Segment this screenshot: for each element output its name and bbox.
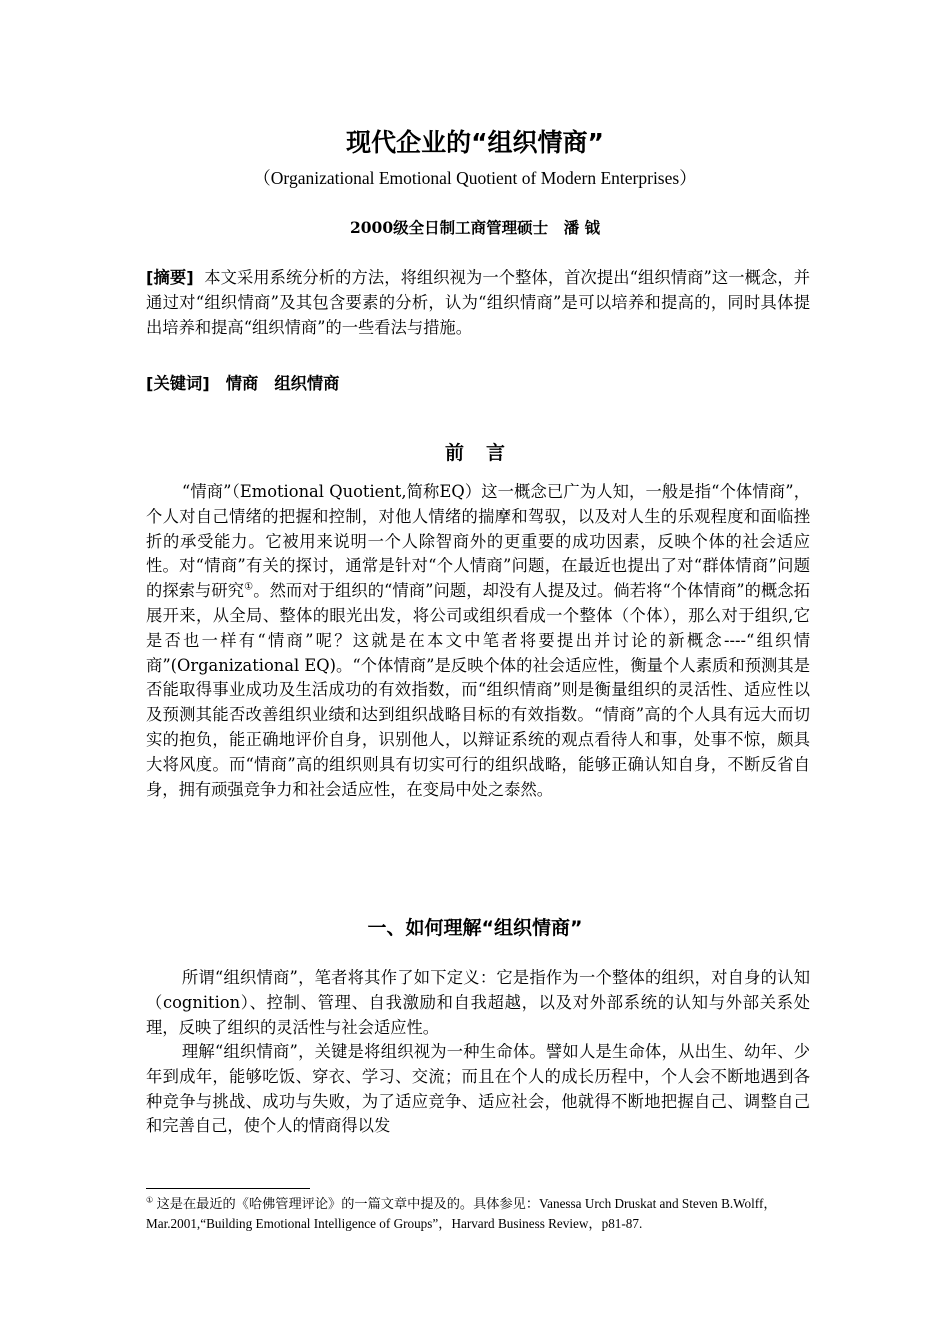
abstract-label: [摘要] (146, 268, 194, 287)
footnote (146, 1194, 810, 1233)
footnote-text: 这是在最近的《哈佛管理评论》的一篇文章中提及的。具体参见：Vanessa Urch Druskat and Steven B.Wolff， Mar.2001,“Building Emotional Intelligence of Groups”，Harvard Business Review，p81-87. (146, 1196, 777, 1231)
keywords-label: [关键词] (146, 374, 210, 393)
keywords (146, 372, 810, 396)
page-title: 现代企业的“组织情商” (346, 128, 604, 157)
keyword-item: 情商 (225, 374, 259, 393)
footnote-reference[interactable]: ① (244, 581, 254, 593)
preface-text-part2: 。然而对于组织的“情商”问题，却没有人提及过。倘若将“个体情商”的概念拓展开来，从全局、整体的眼光出发，将公司或组织看成一个整体（个体），那么对于组织,它是否也一样有“情商”呢？这就是在本文中笔者将要提出并讨论的新概念----“组织情商”(Organizational EQ)。“个体情商”是反映个体的社会适应性，衡量个人素质和预测其是否能取得事业成功及生活成功的有效指数，而“组织情商”则是衡量组织的灵活性、适应性以及预测其能否改善组织业绩和达到组织战略目标的有效指数。“情商”高的个人具有远大而切实的抱负，能正确地评价自身，识别他人，以辩证系统的观点看待人和事，处事不惊，颇具大将风度。而“情商”高的组织则具有切实可行的组织战略，能够正确认知自身，不断反省自身，拥有顽强竞争力和社会适应性，在变局中处之泰然。 (146, 581, 810, 799)
footnote-divider (146, 1188, 310, 1189)
preface-heading: 前言 (444, 442, 527, 464)
keyword-item: 组织情商 (274, 374, 340, 393)
preface-paragraph (146, 480, 810, 802)
section1-heading: 一、如何理解“组织情商” (367, 917, 583, 939)
abstract (146, 266, 810, 340)
english-subtitle: （Organizational Emotional Quotient of Modern Enterprises） (253, 168, 697, 188)
author-line: 2000级全日制工商管理硕士 潘 钺 (349, 218, 601, 237)
abstract-text: 本文采用系统分析的方法，将组织视为一个整体，首次提出“组织情商”这一概念，并通过对“组织情商”及其包含要素的分析，认为“组织情商”是可以培养和提高的，同时具体提出培养和提高“组织情商”的一些看法与措施。 (146, 268, 810, 337)
preface-text-part1: “情商”（Emotional Quotient,简称EQ）这一概念已广为人知，一般是指“个体情商”，个人对自己情绪的把握和控制，对他人情绪的揣摩和驾驭，以及对人生的乐观程度和面临挫折的承受能力。它被用来说明一个人除智商外的更重要的成功因素，反映个体的社会适应性。对“情商”有关的探讨，通常是针对“个人情商”问题，在最近也提出了对“群体情商”问题的探索与研究 (146, 482, 810, 601)
section1-paragraph-2: 理解“组织情商”，关键是将组织视为一种生命体。譬如人是生命体，从出生、幼年、少年到成年，能够吃饭、穿衣、学习、交流；而且在个人的成长历程中，个人会不断地遇到各种竞争与挑战、成功与失败，为了适应竞争、适应社会，他就得不断地把握自己、调整自己和完善自己，使个人的情商得以发 (146, 1042, 810, 1136)
section1-paragraph-1: 所谓“组织情商”，笔者将其作了如下定义：它是指作为一个整体的组织，对自身的认知（cognition）、控制、管理、自我激励和自我超越，以及对外部系统的认知与外部关系处理，反映了组织的灵活性与社会适应性。 (146, 968, 810, 1037)
footnote-mark: ① (146, 1195, 154, 1205)
